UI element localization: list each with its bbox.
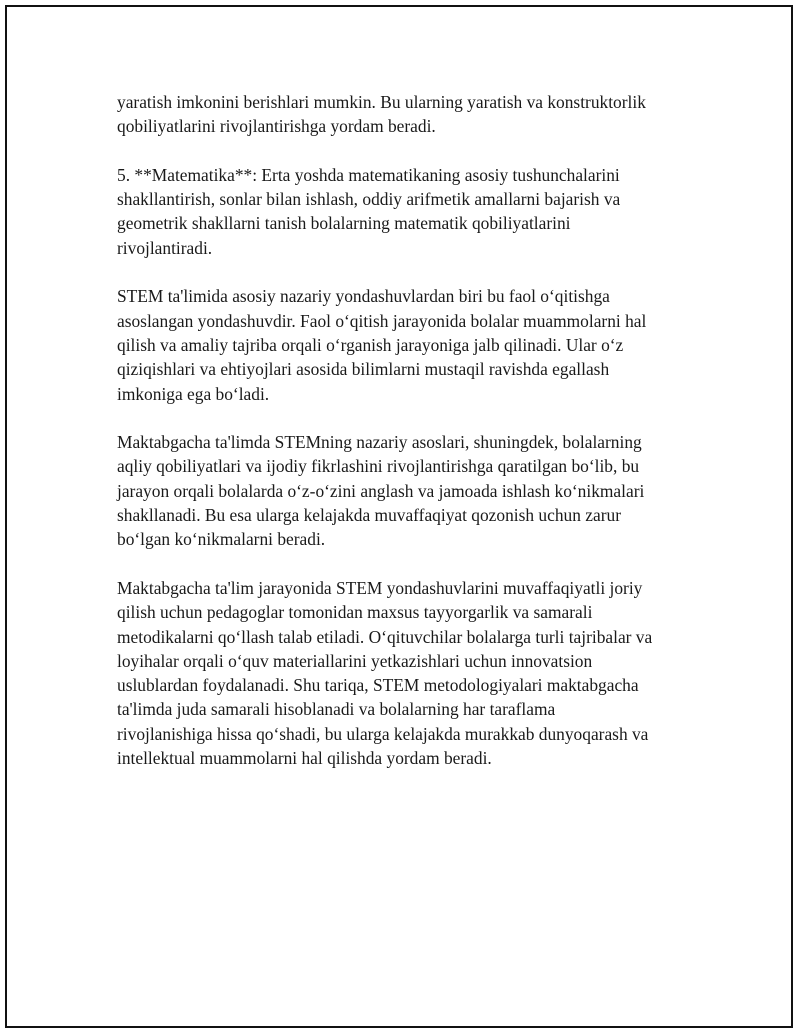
- text-line: uslublardan foydalanadi. Shu tariqa, STEM metodologiyalari maktabgacha: [117, 675, 639, 696]
- text-line: yaratish imkonini berishlari mumkin. Bu ularning yaratish va konstruktorlik: [117, 92, 646, 112]
- text-line: shakllanadi. Bu esa ularga kelajakda muvaffaqiyat qozonish uchun zarur: [117, 505, 621, 526]
- paragraph-nazariy-asoslar: [117, 430, 702, 551]
- text-line: qiziqishlari va ehtiyojlari asosida bilimlarni mustaqil ravishda egallash: [117, 359, 610, 380]
- text-line: metodikalarni qoʻllash talab etiladi. Oʻqituvchilar bolalarga turli tajribalar va: [117, 626, 653, 647]
- text-line: jarayon orqali bolalarda oʻz-oʻzini anglash va jamoada ishlash koʻnikmalari: [117, 480, 645, 501]
- text-line: 5. **Matematika**: Erta yoshda matematikaning asosiy tushunchalarini: [117, 164, 620, 185]
- paragraph-pedagoglar: [117, 576, 702, 770]
- paragraph-matematika: [117, 163, 702, 260]
- paragraph-intro-continuation: [117, 90, 702, 139]
- text-line: Maktabgacha ta'limda STEMning nazariy asoslari, shuningdek, bolalarning: [117, 432, 642, 453]
- text-line: imkoniga ega boʻladi.: [117, 383, 270, 404]
- text-line: loyihalar orqali oʻquv materiallarini yetkazishlari uchun innovatsion: [117, 650, 593, 671]
- text-line: qilish uchun pedagoglar tomonidan maxsus tayyorgarlik va samarali: [117, 602, 593, 623]
- text-line: rivojlantiradi.: [117, 237, 213, 258]
- text-line: aqliy qobiliyatlari va ijodiy fikrlashini rivojlantirishga qaratilgan boʻlib, bu: [117, 456, 640, 477]
- text-line: qobiliyatlarini rivojlantirishga yordam beradi.: [117, 116, 436, 137]
- text-line: Maktabgacha ta'lim jarayonida STEM yondashuvlarini muvaffaqiyatli joriy: [117, 577, 643, 598]
- document-body: [117, 90, 702, 795]
- text-line: rivojlanishiga hissa qoʻshadi, bu ularga kelajakda murakkab dunyoqarash va: [117, 723, 649, 744]
- text-line: asoslangan yondashuvdir. Faol oʻqitish jarayonida bolalar muammolarni hal: [117, 310, 647, 331]
- text-line: intellektual muammolarni hal qilishda yordam beradi.: [117, 748, 492, 769]
- text-line: qilish va amaliy tajriba orqali oʻrganish jarayoniga jalb qilinadi. Ular oʻz: [117, 334, 624, 355]
- text-line: ta'limda juda samarali hisoblanadi va bolalarning har taraflama: [117, 699, 556, 720]
- text-line: STEM ta'limida asosiy nazariy yondashuvlardan biri bu faol oʻqitishga: [117, 286, 610, 307]
- paragraph-faol-oqitish: [117, 284, 702, 405]
- text-line: boʻlgan koʻnikmalarni beradi.: [117, 529, 326, 550]
- text-line: geometrik shakllarni tanish bolalarning matematik qobiliyatlarini: [117, 213, 571, 234]
- text-line: shakllantirish, sonlar bilan ishlash, oddiy arifmetik amallarni bajarish va: [117, 189, 621, 210]
